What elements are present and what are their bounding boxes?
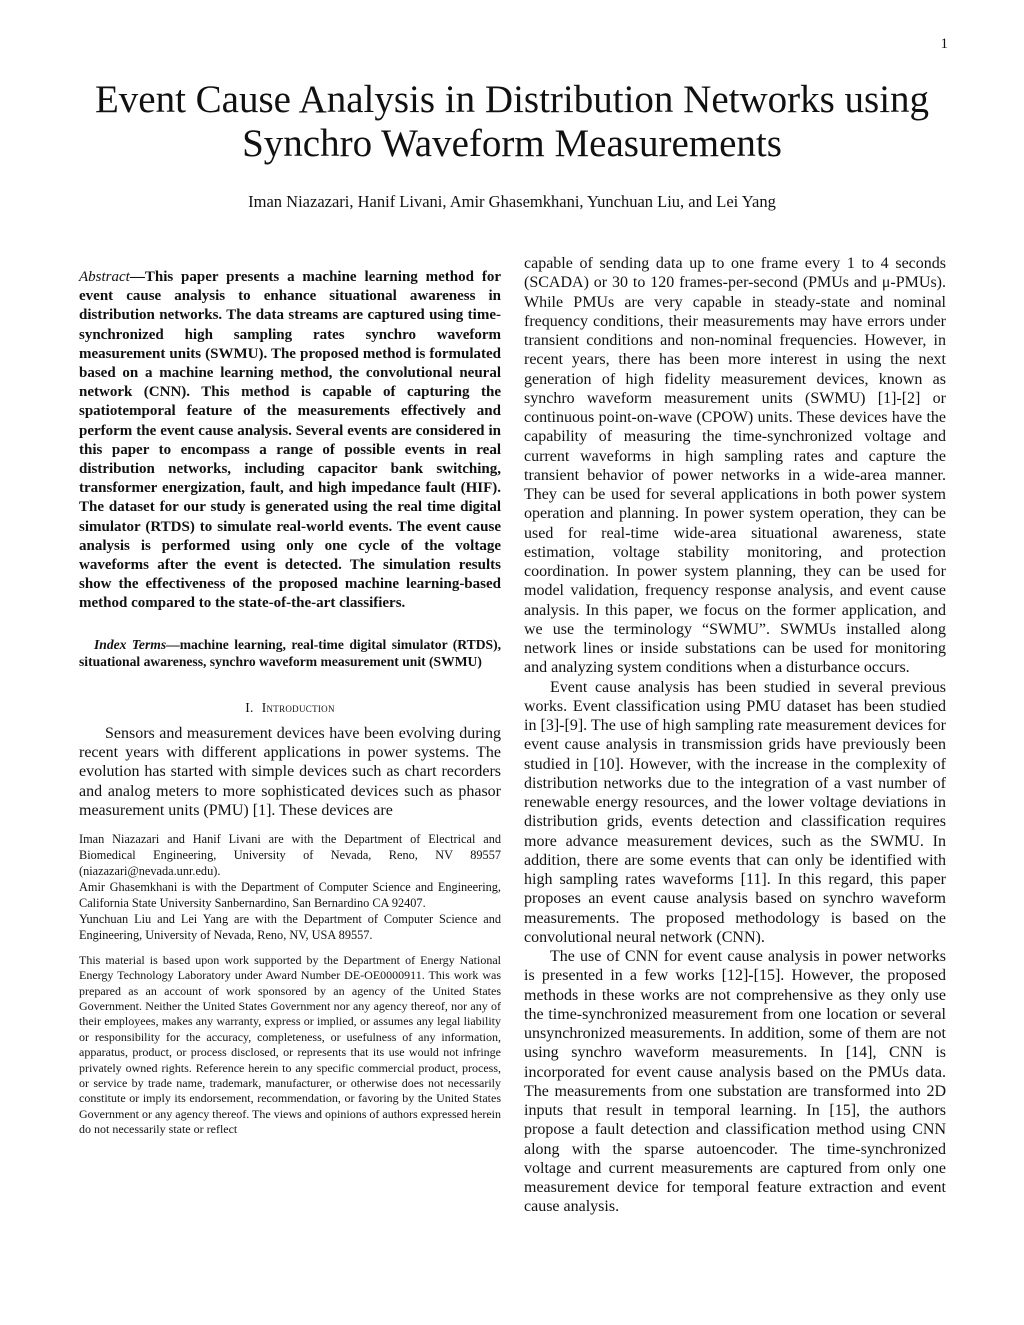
section-number: I. bbox=[245, 699, 254, 715]
paper-title: Event Cause Analysis in Distribution Networks using Synchro Waveform Measurements bbox=[94, 78, 930, 165]
section-heading-introduction bbox=[79, 700, 501, 716]
right-column bbox=[524, 254, 946, 1217]
abstract-text: —This paper presents a machine learning method for event cause analysis to enhance situational awareness in distribution networks. The data streams are captured using time-synchronized high sampling rates synchro waveform measurement units (SWMU). The proposed method is formulated based on a machine learning method, the convolutional neural network (CNN). This method is capable of capturing the spatiotemporal feature of the measurements effectively and perform the event cause analysis. Several events are considered in this paper to encompass a range of possible events in real distribution networks, including capacitor bank switching, transformer energization, fault, and high impedance fault (HIF). The dataset for our study is generated using the real time digital simulator (RTDS) to simulate real-world events. The event cause analysis is performed using only one cycle of the voltage waveforms after the event is detected. The simulation results show the effectiveness of the proposed machine learning-based method compared to the state-of-the-art classifiers. bbox=[79, 269, 501, 612]
intro-paragraph: Sensors and measurement devices have been evolving during recent years with different applications in power systems. The evolution has started with simple devices such as chart recorders and analog meters to more sophisticated devices such as phasor measurement units (PMU) [1]. These devices are bbox=[79, 724, 501, 820]
abstract-label: Abstract bbox=[79, 269, 130, 285]
right-paragraph-3: The use of CNN for event cause analysis in power networks is presented in a few works [12]-[15]. However, the proposed methods in these works are not comprehensive as they only use the time-synchronized measurement from one location or several unsynchronized measurements. In addition, some of them are not using synchro waveform measurements. In [14], CNN is incorporated for event cause analysis based on the PMUs data. The measurements from one substation are transformed into 2D inputs that result in temporal learning. In [15], the authors propose a fault detection and classification method using CNN along with the sparse autoencoder. The time-synchronized voltage and current measurements are captured from only one measurement device for temporal feature extraction and event cause analysis. bbox=[524, 948, 946, 1216]
index-terms-label: Index Terms bbox=[94, 636, 167, 652]
index-terms-text: —machine learning, real-time digital simulator (RTDS), situational awareness, synchro waveform measurement unit (SWMU) bbox=[79, 636, 501, 669]
page-number: 1 bbox=[940, 36, 948, 52]
footnote-block bbox=[79, 831, 501, 1138]
footnote-affiliation-3: Yunchuan Liu and Lei Yang are with the Department of Computer Science and Engineering, University of Nevada, Reno, NV, USA 89557. bbox=[79, 911, 501, 942]
section-title: Introduction bbox=[261, 699, 335, 715]
footnote-affiliation-2: Amir Ghasemkhani is with the Department of Computer Science and Engineering, California State University Sanbernardino, San Bernardino CA 92407. bbox=[79, 879, 501, 910]
left-column bbox=[79, 268, 501, 1138]
footnote-funding: This material is based upon work supported by the Department of Energy National Energy Technology Laboratory under Award Number DE-OE0000911. This work was prepared as an account of work sponsored by an agency of the United States Government. Neither the United States Government nor any agency thereof, nor any of their employees, makes any warranty, express or implied, or assumes any legal liability or responsibility for the accuracy, completeness, or usefulness of any information, apparatus, product, or process disclosed, or represents that its use would not infringe privately owned rights. Reference herein to any specific commercial product, process, or service by trade name, trademark, manufacturer, or otherwise does not necessarily constitute or imply its endorsement, recommendation, or favoring by the United States Government or any agency thereof. The views and opinions of authors expressed herein do not necessarily state or reflect bbox=[79, 952, 501, 1137]
right-paragraph-2: Event cause analysis has been studied in several previous works. Event classification using PMU dataset has been studied in [3]-[9]. The use of high sampling rate measurement devices for event cause analysis in transmission grids have previously been studied in [10]. However, with the increase in the complexity of distribution networks due to the integration of a vast number of renewable energy resources, and the lower voltage deviations in distribution grids, events detection and classification requires more advance measurement devices, such as the SWMU. In addition, there are some events that can only be identified with high sampling rates waveforms [11]. In this regard, this paper proposes an event cause analysis based on synchro waveform measurements. The proposed methodology is based on the convolutional neural network (CNN). bbox=[524, 678, 946, 946]
author-list: Iman Niazazari, Hanif Livani, Amir Ghasemkhani, Yunchuan Liu, and Lei Yang bbox=[248, 192, 776, 211]
index-terms bbox=[79, 636, 501, 670]
right-paragraph-1: capable of sending data up to one frame every 1 to 4 seconds (SCADA) or 30 to 120 frames-per-second (PMUs and μ-PMUs). While PMUs are very capable in steady-state and nominal frequency conditions, their measurements may have errors under transient conditions and non-nominal frequencies. However, in recent years, there has been more interest in using the next generation of high fidelity measurement devices, known as synchro waveform measurement units (SWMU) [1]-[2] or continuous point-on-wave (CPOW) units. These devices have the capability of measuring the time-synchronized voltage and current waveforms in high sampling rates and capture the transient behavior of power networks in a wide-area manner. They can be used for several applications in both power system operation and planning. In power system operation, they can be used for real-time wide-area situational awareness, state estimation, voltage stability monitoring, and protection coordination. In power system planning, they can be used for model validation, frequency response analysis, and event cause analysis. In this paper, we focus on the former application, and we use the terminology “SWMU”. SWMUs installed along network lines or inside substations can be used for monitoring and analyzing system conditions when a disturbance occurs. bbox=[524, 255, 946, 677]
abstract bbox=[79, 268, 501, 614]
footnote-affiliation-1: Iman Niazazari and Hanif Livani are with the Department of Electrical and Biomedical Engineering, University of Nevada, Reno, NV 89557 (niazazari@nevada.unr.edu). bbox=[79, 831, 501, 878]
